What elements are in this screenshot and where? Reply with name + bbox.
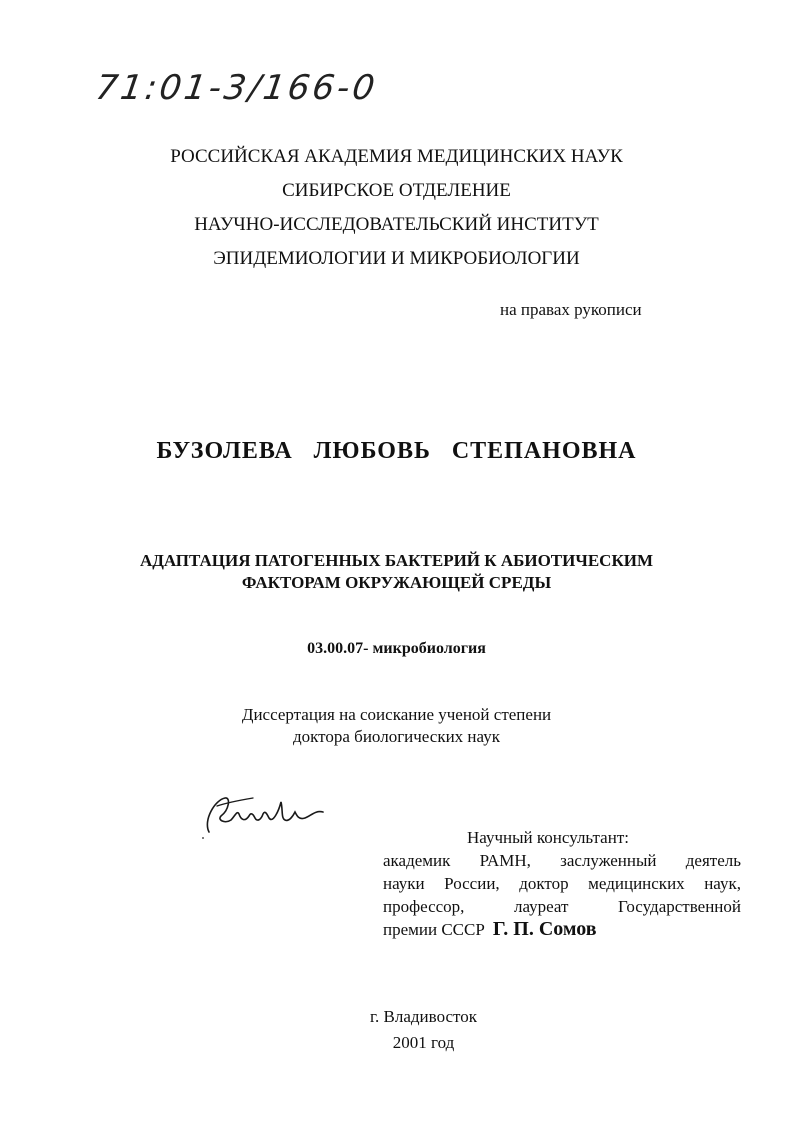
organization-line: ЭПИДЕМИОЛОГИИ И МИКРОБИОЛОГИИ — [213, 248, 580, 269]
handwritten-archive-number: 71:01-3/166-0 — [93, 68, 380, 108]
consultant-line: академик РАМН, заслуженный деятель — [383, 851, 741, 870]
degree-line: Диссертация на соискание ученой степени — [241, 705, 552, 724]
consultant-last-line — [383, 918, 741, 941]
author-signature — [195, 780, 335, 855]
degree-description — [0, 704, 793, 748]
signature-icon — [195, 780, 335, 850]
consultant-line: науки России, доктор медицинских наук, — [383, 874, 741, 893]
organization-line: РОССИЙСКАЯ АКАДЕМИЯ МЕДИЦИНСКИХ НАУК — [170, 146, 623, 167]
organization-block — [0, 140, 793, 276]
title-line: АДАПТАЦИЯ ПАТОГЕННЫХ БАКТЕРИЙ К АБИОТИЧЕСКИМ — [139, 551, 654, 570]
city: г. Владивосток — [369, 1007, 477, 1026]
degree-line: доктора биологических наук — [293, 727, 500, 746]
organization-line: СИБИРСКОЕ ОТДЕЛЕНИЕ — [282, 180, 511, 201]
organization-line: НАУЧНО-ИССЛЕДОВАТЕЛЬСКИЙ ИНСТИТУТ — [194, 214, 599, 235]
place-and-year — [0, 1004, 793, 1056]
dissertation-title — [0, 550, 793, 594]
consultant-prize: премии СССР — [383, 920, 485, 939]
title-line: ФАКТОРАМ ОКРУЖАЮЩЕЙ СРЕДЫ — [241, 573, 552, 592]
year: 2001 год — [392, 1033, 455, 1052]
consultant-name: Г. П. Сомов — [492, 918, 597, 940]
scientific-consultant — [383, 826, 741, 941]
specialty-code: 03.00.07- микробиология — [307, 640, 486, 657]
author-name: БУЗОЛЕВА ЛЮБОВЬ СТЕПАНОВНА — [156, 438, 637, 464]
consultant-line: профессор, лауреат Государственной — [383, 897, 741, 916]
consultant-label: Научный консультант: — [467, 828, 629, 847]
rights-note: на правах рукописи — [500, 300, 642, 319]
